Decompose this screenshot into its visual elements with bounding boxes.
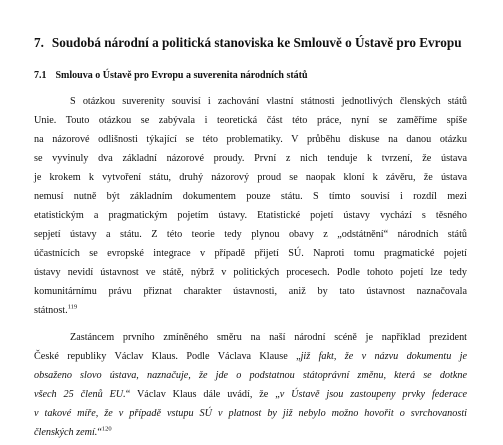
chapter-number: 7. [34,35,44,50]
quote-part-2: obsaženo slovo ústava, naznačuje, že jde o podstatnou státoprávní změnu, která se dotkne [34,370,467,381]
paragraph-1-line-2: Unie. Touto otázkou se zabývala i teoretická část této práce, nyní se zaměříme spíše [34,115,467,126]
section-heading [34,70,308,81]
paragraph-1-line-11: komunitárnímu právu přiznat charakter ústavnosti, aniž by tato ústavnost naznačovala [34,286,467,297]
paragraph-2-line-6 [34,427,467,439]
paragraph-2-line-2-plain: České republiky Václav Klaus. Podle Václava Klause „ [34,351,301,362]
paragraph-2-line-4-plain: “ Václav Klaus dále uvádí, že „ [125,389,280,400]
section-title: Smlouva o Ústavě pro Evropu a suverenita národních států [55,70,308,81]
paragraph-1-line-12 [34,305,467,317]
paragraph-2-line-1: Zastáncem prvního zmíněného směru na naší národní scéně je například prezident [70,332,467,343]
paragraph-1-line-6: nemusí nutně být základním dokumentem pouze státu. S tímto souvisí i rozdíl mezi [34,191,467,202]
quote-part-3: všech 25 členů EU. [34,389,126,400]
chapter-title: Soudobá národní a politická stanoviska ke Smlouvě o Ústavě pro Evropu [51,35,462,50]
paragraph-1-line-9: účastnících se evropské integrace v případě přijetí SÚ. Naproti tomu pragmatické pojetí [34,248,467,259]
closing-quote: “ [97,427,102,438]
quote-part-6: členských zemí. [34,427,98,438]
quote-part-4: v Ústavě jsou zastoupeny prvky federace [279,389,468,400]
paragraph-1-line-7: etatistickým a pragmatickým pojetím ústavy. Etatistické pojetí ústavy vychází s těsného [34,210,467,221]
chapter-heading [34,35,462,51]
paragraph-1-line-10: ústavy nevidí ústavnost ve státě, nýbrž v politických procesech. Podle tohoto pojetí lze tedy [34,267,467,278]
section-number: 7.1 [34,70,47,81]
paragraph-1-line-4: se vyvinuly dva základní názorové proudy. První z nich tenduje k tvrzení, že ústava [34,153,467,164]
paragraph-2-line-3 [34,370,467,382]
footnote-ref-120: 120 [101,425,112,433]
paragraph-2-line-5 [34,408,467,420]
paragraph-1-line-3: na názorové odlišnosti týkající se této problematiky. V průběhu diskuse na danou otázku [34,134,467,145]
paragraph-1-last-text: státnost. [34,305,68,316]
quote-part-5: v takové míře, že v případě vstupu SÚ v platnost by již nebylo možno hovořit o svrchovanosti [34,408,467,419]
paragraph-1-line-8: sepjetí ústavy a státu. Z této teorie tedy plynou obavy z „odstátnění“ národních států [34,229,467,240]
footnote-ref-119: 119 [67,303,78,311]
quote-part-1: již fakt, že v názvu dokumentu je [300,351,467,362]
paragraph-2-line-2 [34,351,467,363]
paragraph-1-line-1: S otázkou suverenity souvisí i zachování vlastní státnosti jednotlivých členských států [70,96,467,107]
paragraph-2-line-4 [34,389,467,401]
paragraph-1-line-5: je krokem k vytvoření státu, druhý názorový proud se naopak kloní k závěru, že ústava [34,172,467,183]
